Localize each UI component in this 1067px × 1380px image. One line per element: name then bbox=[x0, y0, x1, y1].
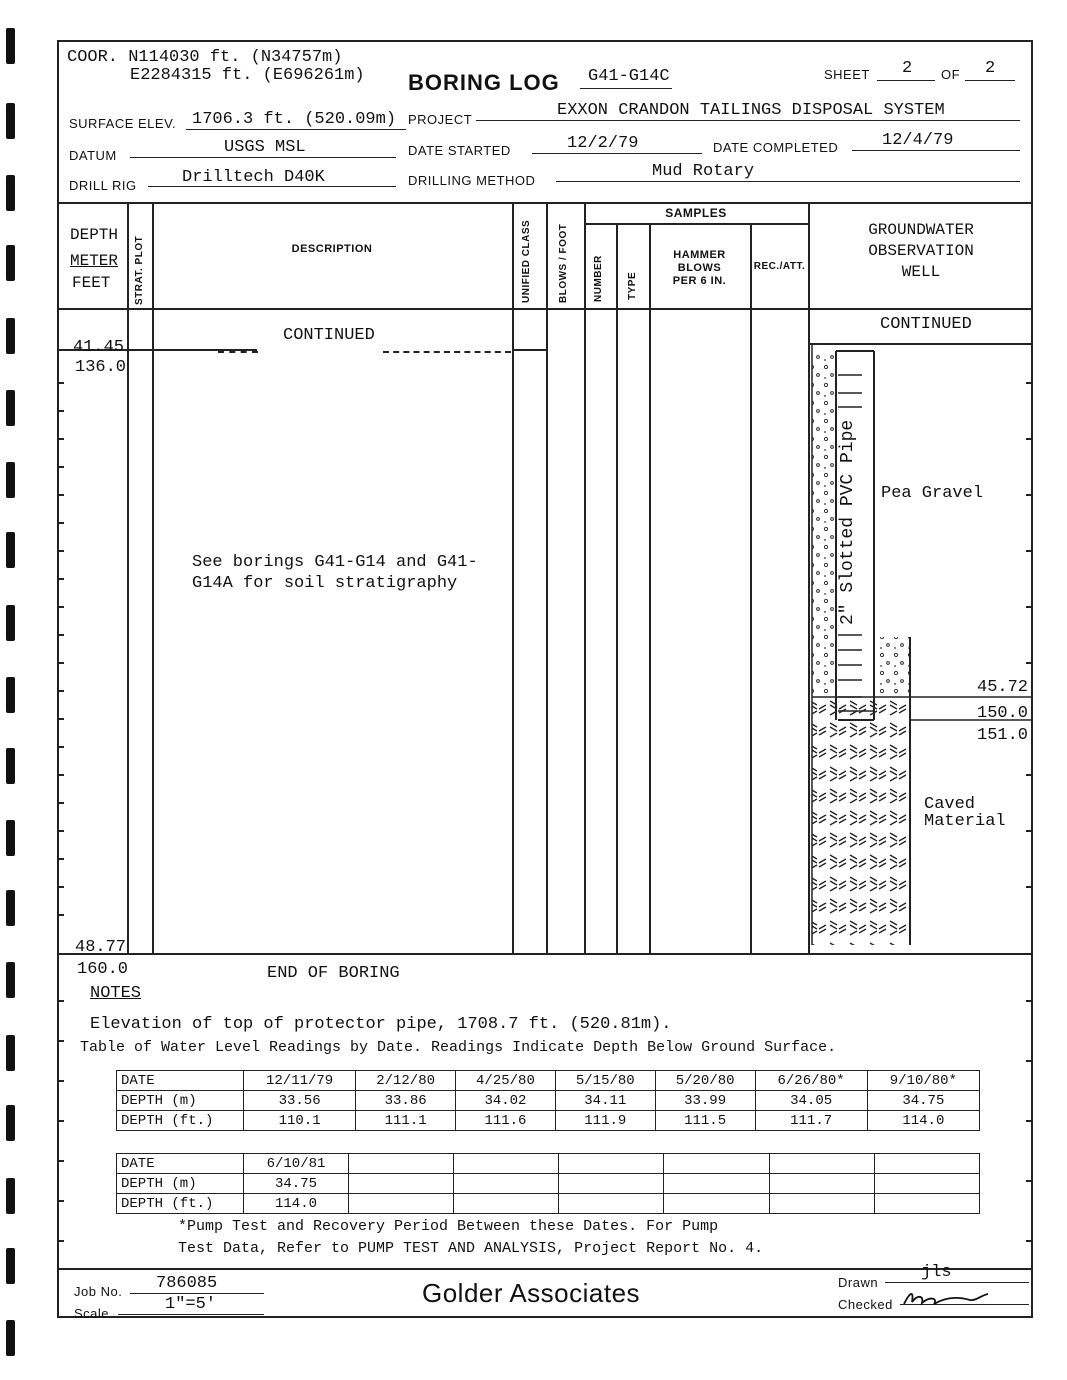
datum-label: DATUM bbox=[69, 148, 117, 163]
form-title: BORING LOG bbox=[408, 70, 560, 95]
of-label: OF bbox=[941, 67, 961, 82]
sheet-number: 2 bbox=[902, 59, 913, 78]
elevation-note: Elevation of top of protector pipe, 1708.7 ft. (520.81m). bbox=[90, 1015, 672, 1034]
slotted-pipe-label: 2" Slotted PVC Pipe bbox=[838, 419, 858, 625]
col-number: NUMBER bbox=[593, 255, 604, 302]
date-started-label: DATE STARTED bbox=[408, 143, 511, 158]
col-rec-att: REC./ATT. bbox=[753, 261, 806, 272]
col-description: DESCRIPTION bbox=[291, 243, 373, 255]
col-unified-class: UNIFIED CLASS bbox=[521, 219, 532, 303]
drill-rig-label: DRILL RIG bbox=[69, 178, 137, 193]
top-depth-m: 41.45 bbox=[73, 338, 125, 357]
coordinate-north: COOR. N114030 ft. (N34757m) bbox=[67, 48, 343, 67]
depth-45-72: 45.72 bbox=[977, 678, 1029, 697]
bottom-depth-ft: 160.0 bbox=[77, 960, 129, 979]
depth-151: 151.0 bbox=[977, 726, 1029, 745]
coordinate-east: E2284315 ft. (E696261m) bbox=[130, 66, 365, 85]
continued-label: CONTINUED bbox=[283, 326, 375, 345]
surface-elev-value: 1706.3 ft. (520.09m) bbox=[192, 110, 397, 129]
drawn-label: Drawn bbox=[838, 1275, 879, 1290]
table-row: DATE 6/10/81 bbox=[117, 1154, 980, 1174]
job-no-value: 786085 bbox=[156, 1274, 218, 1293]
date-completed-value: 12/4/79 bbox=[882, 131, 954, 150]
sheet-label: SHEET bbox=[824, 67, 870, 82]
depth-150: 150.0 bbox=[977, 704, 1029, 723]
datum-value: USGS MSL bbox=[224, 138, 306, 157]
soil-description: See borings G41-G14 and G41-G14A for soil stratigraphy bbox=[192, 553, 478, 593]
scale-label: Scale bbox=[74, 1306, 110, 1321]
notes-title: NOTES bbox=[90, 984, 142, 1003]
top-depth-ft: 136.0 bbox=[75, 358, 127, 377]
drawn-value: jls bbox=[921, 1263, 952, 1282]
col-blows-foot: BLOWS / FOOT bbox=[558, 223, 569, 303]
drilling-method-label: DRILLING METHOD bbox=[408, 173, 536, 188]
caved-material-fill bbox=[812, 700, 910, 945]
project-value: EXXON CRANDON TAILINGS DISPOSAL SYSTEM bbox=[557, 101, 945, 120]
job-no-label: Job No. bbox=[74, 1284, 123, 1299]
col-type: TYPE bbox=[627, 271, 638, 300]
date-completed-label: DATE COMPLETED bbox=[713, 140, 839, 155]
surface-elev-label: SURFACE ELEV. bbox=[69, 116, 177, 131]
checked-label: Checked bbox=[838, 1297, 893, 1312]
drill-rig-value: Drilltech D40K bbox=[182, 168, 325, 187]
col-depth: DEPTH bbox=[70, 226, 119, 244]
water-level-table-2 bbox=[116, 1153, 980, 1214]
col-strat-plot: STRAT. PLOT bbox=[134, 235, 145, 305]
checked-signature bbox=[900, 1286, 995, 1310]
end-of-boring: END OF BORING bbox=[267, 964, 400, 983]
table-row: DEPTH (m) 34.75 bbox=[117, 1174, 980, 1194]
scale-value: 1"=5' bbox=[165, 1295, 217, 1314]
table-row: DEPTH (ft.) 110.1 111.1 111.6 111.9 111.5 111.7 114.0 bbox=[117, 1111, 980, 1131]
pea-gravel-label: Pea Gravel bbox=[881, 484, 984, 503]
caved-material-label: Caved Material bbox=[924, 795, 1006, 831]
boring-id: G41-G14C bbox=[588, 67, 670, 86]
sheet-total: 2 bbox=[985, 59, 996, 78]
drilling-method-value: Mud Rotary bbox=[652, 162, 755, 181]
bottom-depth-m: 48.77 bbox=[75, 938, 127, 957]
water-level-table-1 bbox=[116, 1070, 980, 1131]
date-started-value: 12/2/79 bbox=[567, 134, 639, 153]
pea-gravel-right-fill bbox=[876, 637, 910, 695]
col-meter: METER bbox=[70, 252, 119, 270]
table-row: DATE 12/11/79 2/12/80 4/25/80 5/15/80 5/20/80 6/26/80* 9/10/80* bbox=[117, 1071, 980, 1091]
pump-note-line-1: *Pump Test and Recovery Period Between these Dates. For Pump bbox=[178, 1218, 719, 1235]
col-hammer: HAMMER BLOWS PER 6 IN. bbox=[672, 249, 727, 287]
project-label: PROJECT bbox=[408, 112, 473, 127]
pea-gravel-left-fill bbox=[812, 351, 836, 696]
col-groundwater-well: GROUNDWATER OBSERVATION WELL bbox=[868, 221, 974, 281]
company-name: Golder Associates bbox=[422, 1278, 641, 1308]
col-samples: SAMPLES bbox=[665, 206, 727, 220]
table-caption: Table of Water Level Readings by Date. Readings Indicate Depth Below Ground Surface. bbox=[80, 1039, 837, 1056]
well-continued-label: CONTINUED bbox=[880, 315, 972, 334]
table-row: DEPTH (m) 33.56 33.86 34.02 34.11 33.99 34.05 34.75 bbox=[117, 1091, 980, 1111]
pump-note-line-2: Test Data, Refer to PUMP TEST AND ANALYSIS, Project Report No. 4. bbox=[178, 1240, 764, 1257]
table-row: DEPTH (ft.) 114.0 bbox=[117, 1194, 980, 1214]
col-feet: FEET bbox=[72, 274, 111, 292]
